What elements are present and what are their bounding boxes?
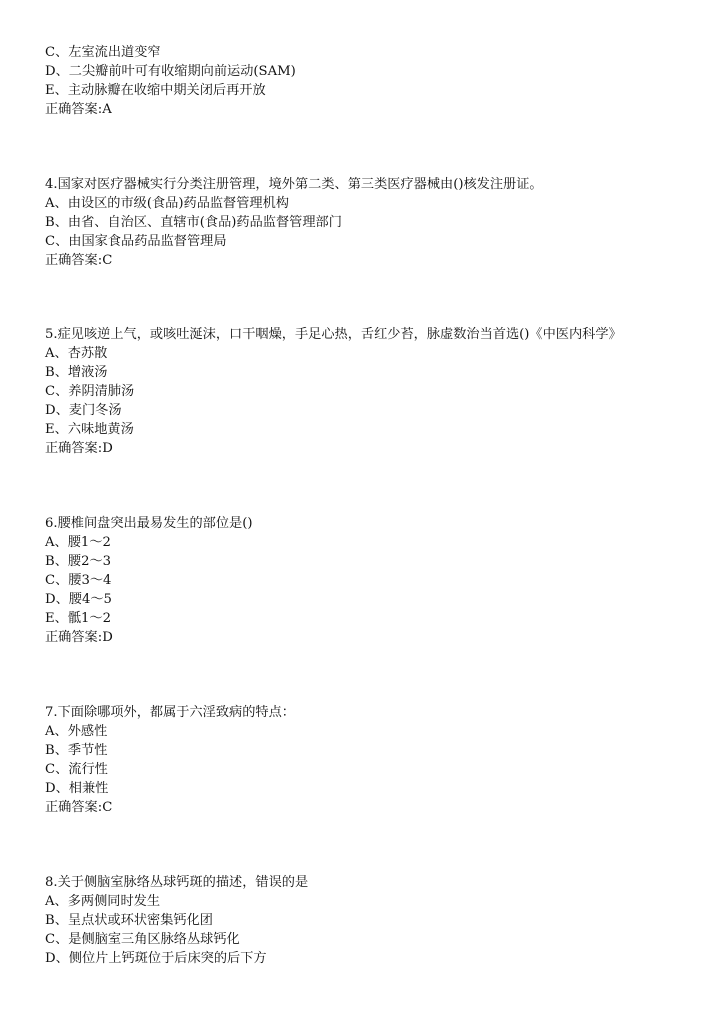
- q6-answer: 正确答案:D: [45, 630, 113, 645]
- q5-option-b: B、增液汤: [45, 365, 108, 380]
- q4-answer: 正确答案:C: [45, 253, 113, 268]
- q8-stem: 8.关于侧脑室脉络丛球钙斑的描述，错误的是: [45, 875, 309, 890]
- q6-option-e: E、骶1～2: [45, 611, 111, 626]
- q8-option-d: D、侧位片上钙斑位于后床突的后下方: [45, 951, 267, 966]
- q6-option-a: A、腰1～2: [45, 535, 111, 550]
- q8-option-c: C、是侧脑室三角区脉络丛球钙化: [45, 932, 240, 947]
- q3-answer: 正确答案:A: [45, 102, 112, 117]
- q5-stem: 5.症见咳逆上气，或咳吐涎沫，口干咽燥，手足心热，舌红少苔，脉虚数治当首选()《中医内科学》: [45, 327, 622, 342]
- q7-stem: 7.下面除哪项外，都属于六淫致病的特点：: [45, 705, 295, 720]
- q6-option-d: D、腰4～5: [45, 592, 112, 607]
- q3-option-c: C、左室流出道变窄: [45, 45, 161, 60]
- q3-option-e: E、主动脉瓣在收缩中期关闭后再开放: [45, 83, 266, 98]
- q6-option-b: B、腰2～3: [45, 554, 112, 569]
- q4-stem: 4.国家对医疗器械实行分类注册管理，境外第二类、第三类医疗器械由()核发注册证。: [45, 177, 543, 192]
- q8-option-b: B、呈点状或环状密集钙化团: [45, 913, 213, 928]
- q5-option-d: D、麦门冬汤: [45, 403, 122, 418]
- q6-option-c: C、腰3～4: [45, 573, 112, 588]
- q7-option-b: B、季节性: [45, 743, 108, 758]
- q5-option-a: A、杏苏散: [45, 346, 108, 361]
- q5-option-c: C、养阴清肺汤: [45, 384, 135, 399]
- q4-option-c: C、由国家食品药品监督管理局: [45, 234, 227, 249]
- q6-stem: 6.腰椎间盘突出最易发生的部位是(): [45, 516, 253, 531]
- q7-option-d: D、相兼性: [45, 781, 109, 796]
- q5-option-e: E、六味地黄汤: [45, 422, 134, 437]
- q7-option-a: A、外感性: [45, 724, 108, 739]
- q8-option-a: A、多两侧同时发生: [45, 894, 161, 909]
- q3-option-d: D、二尖瓣前叶可有收缩期向前运动(SAM): [45, 64, 296, 79]
- q7-option-c: C、流行性: [45, 762, 108, 777]
- q4-option-b: B、由省、自治区、直辖市(食品)药品监督管理部门: [45, 215, 342, 230]
- q7-answer: 正确答案:C: [45, 800, 113, 815]
- q4-option-a: A、由设区的市级(食品)药品监督管理机构: [45, 196, 289, 211]
- q5-answer: 正确答案:D: [45, 441, 113, 456]
